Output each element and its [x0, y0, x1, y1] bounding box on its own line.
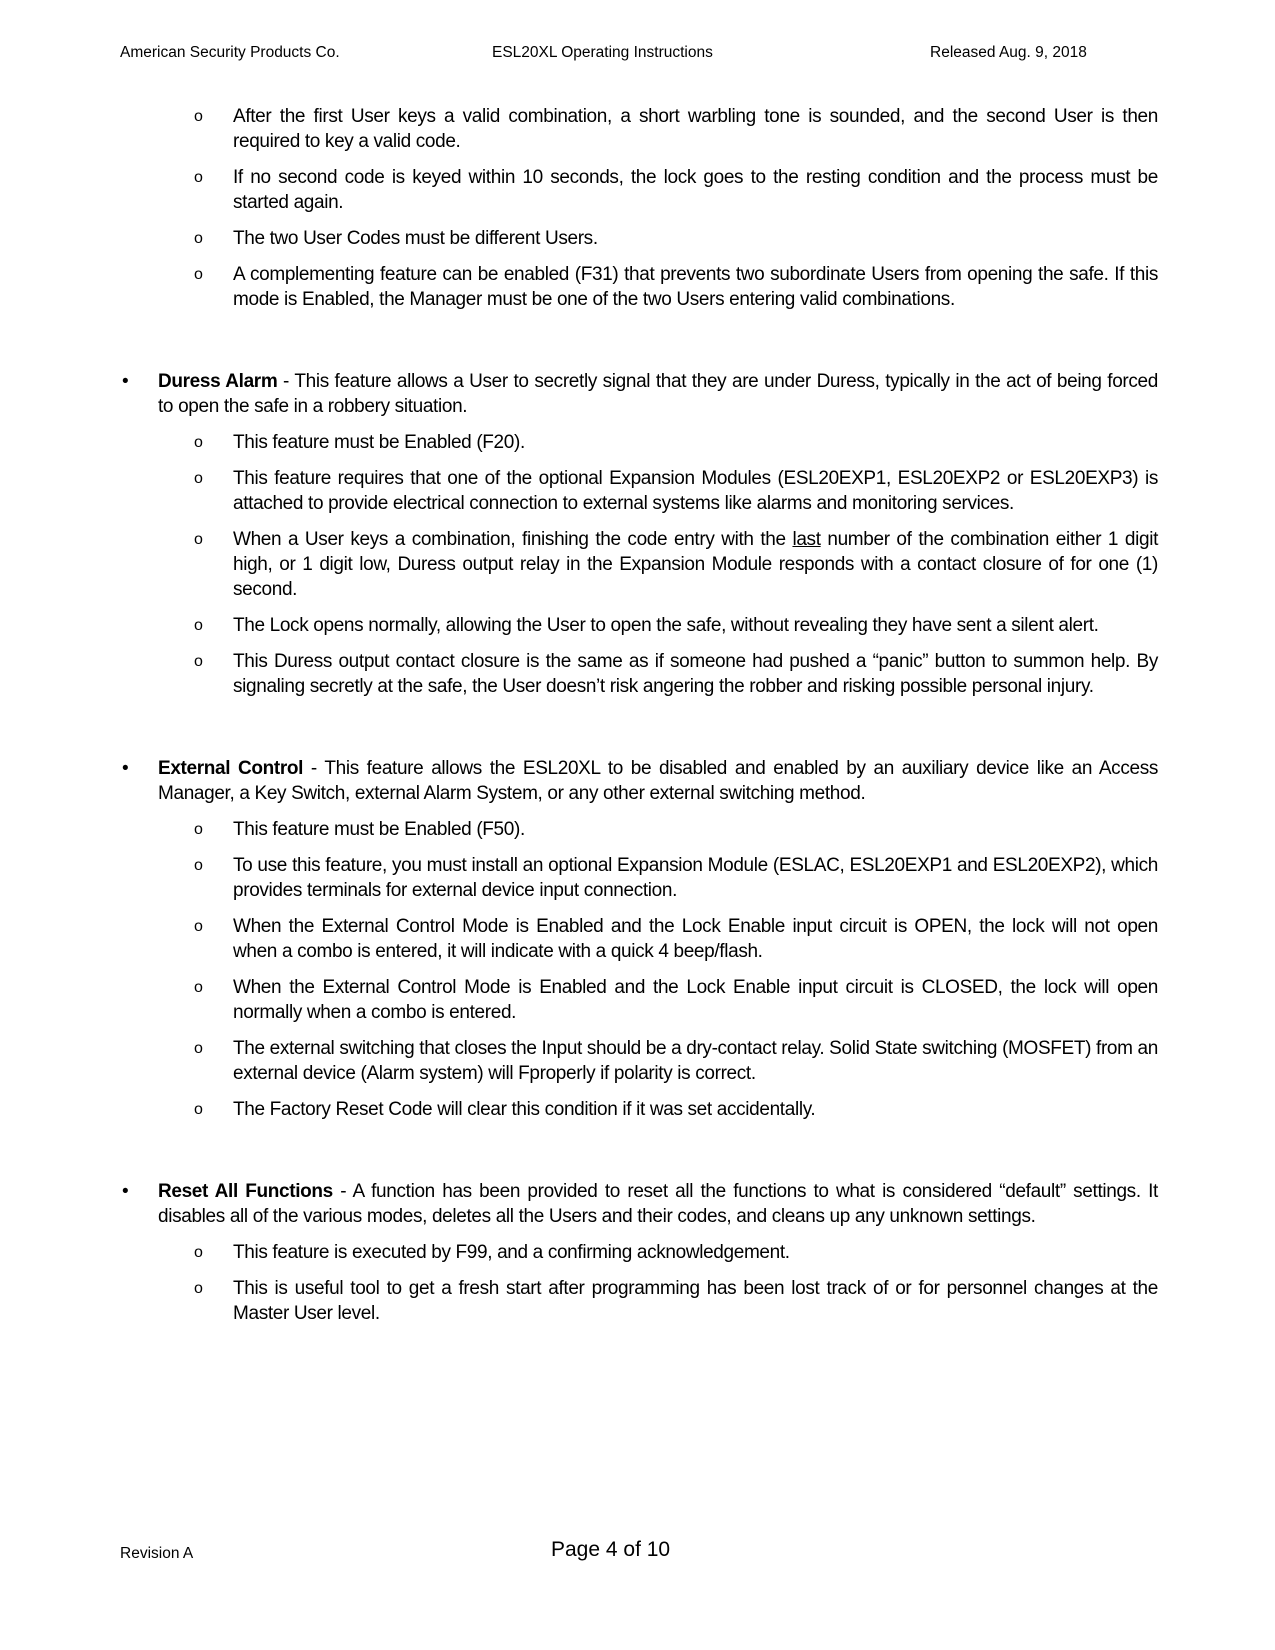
- external-control-section: [122, 756, 1158, 806]
- duress-alarm-section: [122, 369, 1158, 419]
- duress-item: [194, 430, 1158, 455]
- item-text: The Lock opens normally, allowing the User to open the safe, without revealing they have sent a silent alert.: [233, 615, 1099, 636]
- external-control-title: External Control: [158, 758, 304, 779]
- sub-bullet-icon: o: [194, 857, 203, 874]
- external-item: [194, 975, 1158, 1025]
- external-item: [194, 1036, 1158, 1086]
- sub-bullet-icon: o: [194, 1244, 203, 1261]
- sub-bullet-icon: o: [194, 108, 203, 125]
- dual-user-item: [194, 226, 1158, 251]
- header-doc-title: ESL20XL Operating Instructions: [492, 44, 713, 61]
- sub-bullet-icon: o: [194, 617, 203, 634]
- item-text: This is useful tool to get a fresh start after programming has been lost track of or for personnel changes at the Master User level.: [233, 1278, 1158, 1324]
- dual-user-item: [194, 262, 1158, 312]
- page-header: [0, 44, 1275, 68]
- duress-item: [194, 466, 1158, 516]
- dual-user-item: [194, 104, 1158, 154]
- item-text: This feature must be Enabled (F20).: [233, 432, 525, 453]
- external-item: [194, 853, 1158, 903]
- sub-bullet-icon: o: [194, 653, 203, 670]
- item-text: If no second code is keyed within 10 seconds, the lock goes to the resting condition and the process must be started again.: [233, 167, 1158, 213]
- sub-bullet-icon: o: [194, 1101, 203, 1118]
- bullet-icon: •: [122, 758, 129, 779]
- item-text: This feature requires that one of the optional Expansion Modules (ESL20EXP1, ESL20EXP2 or ESL20EXP3) is attached to provide electrical connection to external systems like alarms and monitoring services.: [233, 468, 1158, 514]
- item-text: This feature must be Enabled (F50).: [233, 819, 525, 840]
- item-text: The Factory Reset Code will clear this condition if it was set accidentally.: [233, 1099, 816, 1120]
- reset-all-functions-title: Reset All Functions: [158, 1181, 333, 1202]
- sub-bullet-icon: o: [194, 531, 203, 548]
- duress-alarm-title: Duress Alarm: [158, 371, 278, 392]
- sub-bullet-icon: o: [194, 918, 203, 935]
- item-text: A complementing feature can be enabled (F31) that prevents two subordinate Users from opening the safe. If this mode is Enabled, the Manager must be one of the two Users entering valid combinations.: [233, 264, 1158, 310]
- header-company: American Security Products Co.: [120, 44, 340, 61]
- dual-user-item: [194, 165, 1158, 215]
- external-item: [194, 817, 1158, 842]
- footer-page-number: Page 4 of 10: [551, 1538, 671, 1561]
- sub-bullet-icon: o: [194, 1040, 203, 1057]
- reset-item: [194, 1240, 1158, 1265]
- document-body: [0, 104, 1275, 1337]
- item-text: When the External Control Mode is Enabled and the Lock Enable input circuit is CLOSED, the lock will open normally when a combo is entered.: [233, 977, 1158, 1023]
- duress-item: [194, 613, 1158, 638]
- item-text: This Duress output contact closure is the same as if someone had pushed a “panic” button to summon help. By signaling secretly at the safe, the User doesn’t risk angering the robber and risking possible personal injury.: [233, 651, 1158, 697]
- sub-bullet-icon: o: [194, 470, 203, 487]
- sub-bullet-icon: o: [194, 169, 203, 186]
- item-text: This feature is executed by F99, and a confirming acknowledgement.: [233, 1242, 790, 1263]
- item-text: To use this feature, you must install an optional Expansion Module (ESLAC, ESL20EXP1 and ESL20EXP2), which provides terminals for external device input connection.: [233, 855, 1158, 901]
- item-text: The two User Codes must be different Users.: [233, 228, 598, 249]
- sub-bullet-icon: o: [194, 821, 203, 838]
- sub-bullet-icon: o: [194, 979, 203, 996]
- item-text: The external switching that closes the Input should be a dry-contact relay. Solid State switching (MOSFET) from an external device (Alarm system) will Fproperly if polarity is correct.: [233, 1038, 1158, 1084]
- item-text: When a User keys a combination, finishing the code entry with the: [233, 529, 793, 550]
- item-text: After the first User keys a valid combination, a short warbling tone is sounded, and the second User is then required to key a valid code.: [233, 106, 1158, 152]
- reset-all-functions-section: [122, 1179, 1158, 1229]
- duress-item: [194, 527, 1158, 602]
- duress-alarm-description: - This feature allows a User to secretly signal that they are under Duress, typically in the act of being forced to open the safe in a robbery situation.: [158, 371, 1158, 417]
- header-release-date: Released Aug. 9, 2018: [930, 44, 1087, 61]
- reset-item: [194, 1276, 1158, 1326]
- sub-bullet-icon: o: [194, 434, 203, 451]
- bullet-icon: •: [122, 371, 129, 392]
- reset-all-functions-description: - A function has been provided to reset all the functions to what is considered “default” settings. It disables all of the various modes, deletes all the Users and their codes, and cleans up any unknown settings.: [158, 1181, 1158, 1227]
- external-item: [194, 914, 1158, 964]
- bullet-icon: •: [122, 1181, 129, 1202]
- duress-item: [194, 649, 1158, 699]
- item-text-underlined: last: [792, 529, 821, 550]
- item-text: When the External Control Mode is Enabled and the Lock Enable input circuit is OPEN, the lock will not open when a combo is entered, it will indicate with a quick 4 beep/flash.: [233, 916, 1158, 962]
- footer-revision: Revision A: [120, 1545, 194, 1562]
- sub-bullet-icon: o: [194, 230, 203, 247]
- sub-bullet-icon: o: [194, 1280, 203, 1297]
- item-text: number of the combination either 1 digit high, or 1 digit low, Duress output relay in the Expansion Module responds with a contact closure of for one (1) second.: [233, 529, 1158, 600]
- external-control-description: - This feature allows the ESL20XL to be disabled and enabled by an auxiliary device like an Access Manager, a Key Switch, external Alarm System, or any other external switching method.: [158, 758, 1158, 804]
- external-item: [194, 1097, 1158, 1122]
- sub-bullet-icon: o: [194, 266, 203, 283]
